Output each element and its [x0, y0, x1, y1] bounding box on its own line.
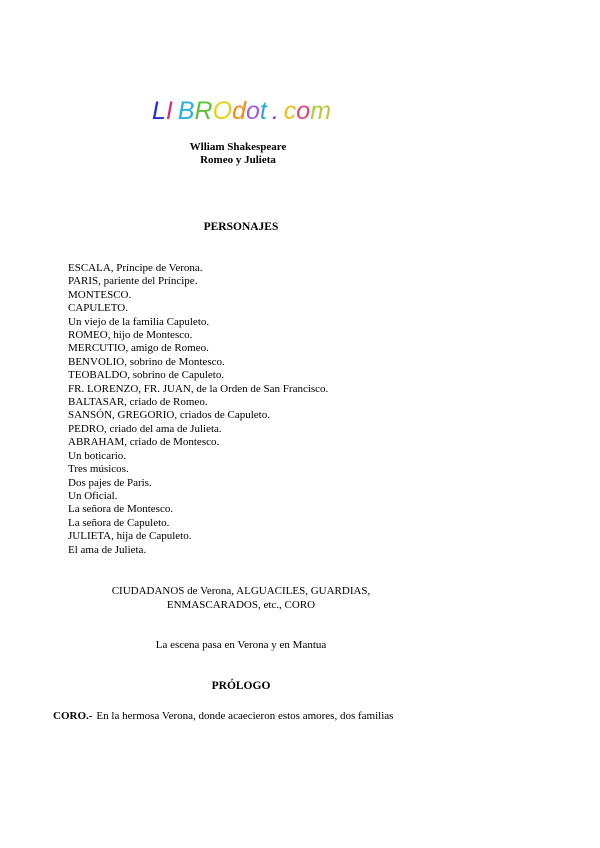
- logo-letter: m: [310, 97, 332, 125]
- citizens-line-1: CIUDADANOS de Verona, ALGUACILES, GUARDIAS,: [111, 585, 371, 597]
- logo-letter: B: [177, 97, 195, 125]
- logo-letter: d: [232, 97, 246, 125]
- character-item: MONTESCO.: [68, 288, 132, 301]
- character-item: ESCALA, Príncipe de Verona.: [68, 262, 203, 274]
- character-item: Un Oficial.: [68, 489, 118, 502]
- character-item: Tres músicos.: [68, 463, 129, 476]
- character-item: SANSÓN, GREGORIO, criados de Capuleto.: [68, 409, 270, 422]
- prologo-heading: PRÓLOGO: [211, 680, 271, 692]
- character-item: TEOBALDO, sobrino de Capuleto.: [68, 369, 225, 382]
- coro-text: En la hermosa Verona, donde acaecieron estos amores, dos familias: [96, 710, 394, 722]
- citizens-line-2: ENMASCARADOS, etc., CORO: [166, 598, 316, 611]
- character-item: El ama de Julieta.: [68, 543, 147, 556]
- logo-letter: .: [271, 97, 279, 125]
- character-item: CAPULETO.: [68, 302, 128, 315]
- coro-speaker: CORO.-: [53, 710, 93, 722]
- character-item: FR. LORENZO, FR. JUAN, de la Orden de San Francisco.: [68, 382, 329, 395]
- author-name: Wlliam Shakespeare: [189, 141, 287, 153]
- work-title: Romeo y Julieta: [200, 154, 276, 166]
- character-item: BENVOLIO, sobrino de Montesco.: [68, 355, 225, 368]
- coro-paragraph: [53, 710, 393, 722]
- document-header: [0, 141, 476, 167]
- character-item: PARIS, pariente del Príncipe.: [68, 275, 198, 288]
- logo-letter: L: [152, 97, 166, 125]
- character-item: Un viejo de la familia Capuleto.: [68, 315, 210, 328]
- character-item: La señora de Capuleto.: [68, 516, 170, 529]
- character-item: Dos pajes de Paris.: [68, 476, 152, 489]
- personajes-heading: PERSONAJES: [203, 221, 279, 233]
- character-item: La señora de Montesco.: [68, 503, 174, 516]
- character-item: Un boticario.: [68, 449, 127, 462]
- citizens-note: [0, 585, 482, 612]
- logo-letter: o: [245, 97, 260, 125]
- character-item: MERCUTIO, amigo de Romeo.: [68, 342, 209, 355]
- scene-note: La escena pasa en Verona y en Mantua: [155, 639, 327, 651]
- character-item: ABRAHAM, criado de Montesco.: [68, 436, 220, 449]
- character-item: BALTASAR, criado de Romeo.: [68, 396, 208, 409]
- character-list: [68, 262, 328, 557]
- librodot-logo: [152, 96, 331, 126]
- character-item: PEDRO, criado del ama de Julieta.: [68, 422, 222, 435]
- character-item: JULIETA, hija de Capuleto.: [68, 530, 192, 543]
- logo-letter: R: [194, 97, 213, 125]
- logo-letter: I: [165, 97, 173, 125]
- logo-letter: c: [283, 97, 297, 125]
- character-item: ROMEO, hijo de Montesco.: [68, 329, 193, 342]
- logo-letter: o: [296, 97, 311, 125]
- logo-letter: O: [212, 97, 233, 125]
- logo-letter: t: [259, 97, 267, 125]
